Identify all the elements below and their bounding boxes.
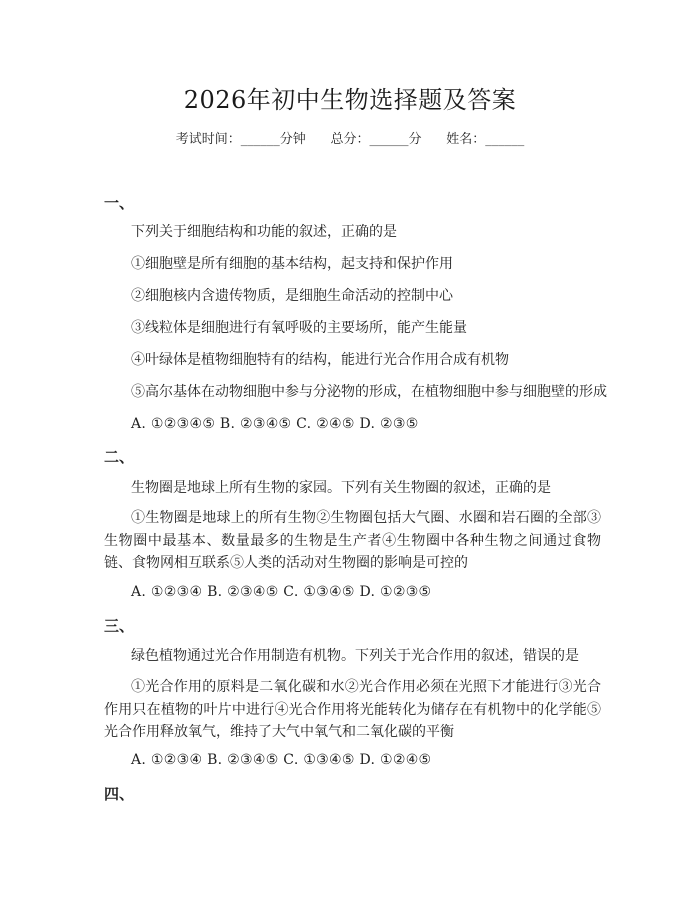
question-1-statement-5: ⑤高尔基体在动物细胞中参与分泌物的形成，在植物细胞中参与细胞壁的形成 [131,384,607,400]
exam-info-line: 考试时间：______分钟 总分：______分 姓名：______ [175,132,525,147]
question-1-stem: 下列关于细胞结构和功能的叙述，正确的是 [131,224,397,240]
question-2-statements: ①生物圈是地球上的所有生物②生物圈包括大气圈、水圈和岩石圈的全部③生物圈中最基本、数量最多的生物是生产者④生物圈中各种生物之间通过食物链、食物网相互联系⑤人类的活动对生物圈的影响是可控的 [104,510,601,571]
question-3-statements: ①光合作用的原料是二氧化碳和水②光合作用必须在光照下才能进行③光合作用只在植物的叶片中进行④光合作用将光能转化为储存在有机物中的化学能⑤光合作用释放氧气，维持了大气中氧气和二氧化碳的平衡 [104,679,601,740]
page-title: 2026年初中生物选择题及答案 [183,86,517,114]
question-3-stem: 绿色植物通过光合作用制造有机物。下列关于光合作用的叙述，错误的是 [131,648,579,664]
question-3-answer-choices: A. ①②③④ B. ②③④⑤ C. ①③④⑤ D. ①②④⑤ [131,752,432,768]
question-2-answer-choices: A. ①②③④ B. ②③④⑤ C. ①③④⑤ D. ①②③⑤ [131,584,432,600]
question-1-statement-2: ②细胞核内含遗传物质，是细胞生命活动的控制中心 [131,288,453,304]
question-1-statement-1: ①细胞壁是所有细胞的基本结构，起支持和保护作用 [131,256,453,272]
question-4-number: 四、 [104,785,135,803]
question-1-statement-4: ④叶绿体是植物细胞特有的结构，能进行光合作用合成有机物 [131,352,509,368]
question-2-number: 二、 [104,448,135,466]
question-1-statement-3: ③线粒体是细胞进行有氧呼吸的主要场所，能产生能量 [131,320,467,336]
question-1-number: 一、 [104,194,135,212]
question-3-number: 三、 [104,617,135,635]
question-1-answer-choices: A. ①②③④⑤ B. ②③④⑤ C. ②④⑤ D. ②③⑤ [131,416,419,432]
question-2-stem: 生物圈是地球上所有生物的家园。下列有关生物圈的叙述，正确的是 [131,480,551,496]
